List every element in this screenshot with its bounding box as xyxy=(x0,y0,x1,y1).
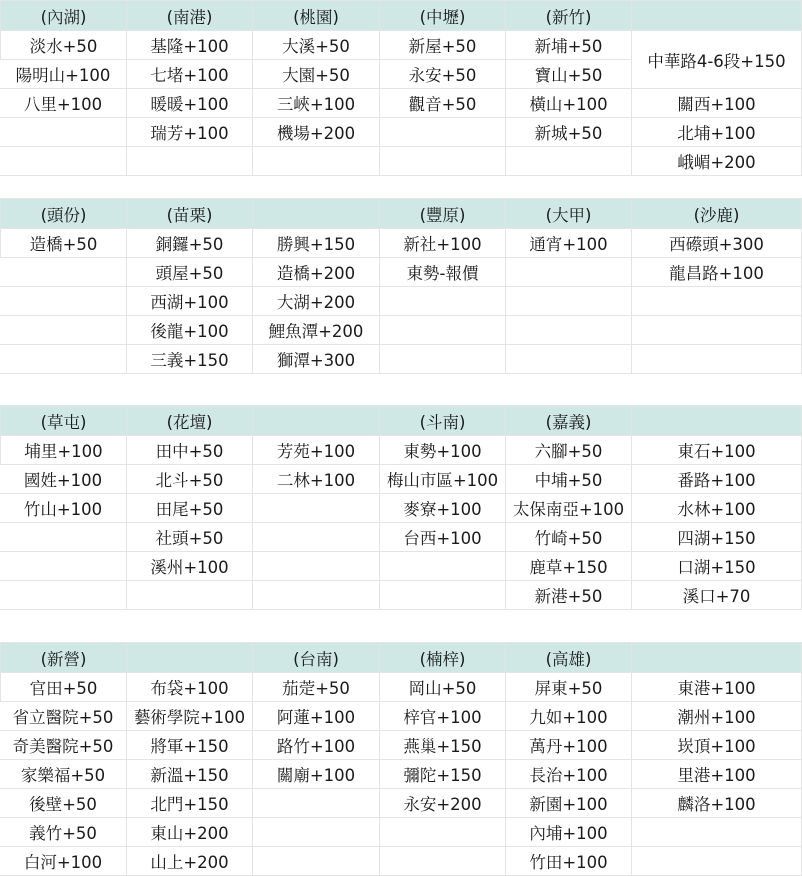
table-cell xyxy=(632,818,802,847)
table-cell: 阿蓮+100 xyxy=(253,702,380,731)
table-cell: 麟洛+100 xyxy=(632,789,802,818)
table-cell: 八里+100 xyxy=(0,89,127,118)
table-cell: 台西+100 xyxy=(380,523,506,552)
table-cell: 梅山市區+100 xyxy=(380,465,506,494)
table-cell xyxy=(253,494,380,523)
table-cell: 官田+50 xyxy=(0,673,127,702)
table-cell: 新園+100 xyxy=(506,789,632,818)
table-cell: 芳苑+100 xyxy=(253,436,380,465)
table-cell: 東港+100 xyxy=(632,673,802,702)
table-cell: 藝術學院+100 xyxy=(127,702,253,731)
region-header: (台南) xyxy=(253,643,380,673)
table-cell: 通宵+100 xyxy=(506,229,632,258)
table-cell: 獅潭+300 xyxy=(253,345,380,374)
table-cell: 三峽+100 xyxy=(253,89,380,118)
table-cell xyxy=(380,581,506,610)
table-cell xyxy=(253,523,380,552)
region-header: (豐原) xyxy=(380,199,506,229)
table-cell xyxy=(0,147,127,176)
region-header xyxy=(632,406,802,436)
table-cell xyxy=(253,789,380,818)
table-cell: 奇美醫院+50 xyxy=(0,731,127,760)
table-cell: 新社+100 xyxy=(380,229,506,258)
table-cell xyxy=(506,147,632,176)
table-cell xyxy=(506,258,632,287)
table-cell xyxy=(380,287,506,316)
region-header: (新營) xyxy=(0,643,127,673)
table-cell: 瑞芳+100 xyxy=(127,118,253,147)
table-cell: 東山+200 xyxy=(127,818,253,847)
table-cell xyxy=(380,316,506,345)
table-cell xyxy=(0,552,127,581)
table-cell xyxy=(253,147,380,176)
region-header: (嘉義) xyxy=(506,406,632,436)
table-cell: 大園+50 xyxy=(253,60,380,89)
rate-table-2 xyxy=(0,198,802,374)
region-header xyxy=(253,199,380,229)
table-cell: 北埔+100 xyxy=(632,118,802,147)
table-cell: 六腳+50 xyxy=(506,436,632,465)
table-cell: 口湖+150 xyxy=(632,552,802,581)
table-cell: 埔里+100 xyxy=(0,436,127,465)
region-header: (頭份) xyxy=(0,199,127,229)
table-cell xyxy=(253,847,380,876)
table-cell: 太保南亞+100 xyxy=(506,494,632,523)
region-header: (草屯) xyxy=(0,406,127,436)
table-cell: 潮州+100 xyxy=(632,702,802,731)
table-cell: 永安+50 xyxy=(380,60,506,89)
table-cell: 機場+200 xyxy=(253,118,380,147)
table-cell: 四湖+150 xyxy=(632,523,802,552)
region-header: (大甲) xyxy=(506,199,632,229)
table-cell xyxy=(253,818,380,847)
table-cell: 頭屋+50 xyxy=(127,258,253,287)
table-cell: 關西+100 xyxy=(632,89,802,118)
table-cell: 鯉魚潭+200 xyxy=(253,316,380,345)
table-cell xyxy=(127,147,253,176)
table-cell xyxy=(506,287,632,316)
table-cell: 竹崎+50 xyxy=(506,523,632,552)
region-header: (楠梓) xyxy=(380,643,506,673)
table-cell xyxy=(0,581,127,610)
table-cell: 社頭+50 xyxy=(127,523,253,552)
table-cell: 淡水+50 xyxy=(0,31,127,60)
region-header: (沙鹿) xyxy=(632,199,802,229)
table-cell: 西礤頭+300 xyxy=(632,229,802,258)
table-cell xyxy=(0,287,127,316)
table-cell xyxy=(380,847,506,876)
table-cell: 山上+200 xyxy=(127,847,253,876)
table-cell: 里港+100 xyxy=(632,760,802,789)
table-cell: 北斗+50 xyxy=(127,465,253,494)
table-cell: 暖暖+100 xyxy=(127,89,253,118)
rate-table-1 xyxy=(0,0,802,176)
table-cell: 中華路4-6段+150 xyxy=(632,31,802,89)
table-cell: 三義+150 xyxy=(127,345,253,374)
table-cell xyxy=(506,345,632,374)
region-header: (花壇) xyxy=(127,406,253,436)
table-cell: 北門+150 xyxy=(127,789,253,818)
table-cell: 竹田+100 xyxy=(506,847,632,876)
table-cell: 橫山+100 xyxy=(506,89,632,118)
table-cell: 寶山+50 xyxy=(506,60,632,89)
table-cell: 銅鑼+50 xyxy=(127,229,253,258)
table-cell: 內埔+100 xyxy=(506,818,632,847)
region-header: (高雄) xyxy=(506,643,632,673)
table-cell: 番路+100 xyxy=(632,465,802,494)
table-cell: 七堵+100 xyxy=(127,60,253,89)
region-header: (中壢) xyxy=(380,1,506,31)
table-cell: 大湖+200 xyxy=(253,287,380,316)
table-cell: 永安+200 xyxy=(380,789,506,818)
table-cell: 義竹+50 xyxy=(0,818,127,847)
table-header-row xyxy=(0,643,802,673)
region-header xyxy=(632,1,802,31)
table-cell: 彌陀+150 xyxy=(380,760,506,789)
table-cell xyxy=(632,847,802,876)
table-cell xyxy=(0,523,127,552)
table-cell: 二林+100 xyxy=(253,465,380,494)
table-cell: 新埔+50 xyxy=(506,31,632,60)
table-cell: 大溪+50 xyxy=(253,31,380,60)
table-cell: 崁頂+100 xyxy=(632,731,802,760)
table-body xyxy=(0,31,802,176)
table-cell: 長治+100 xyxy=(506,760,632,789)
table-cell: 路竹+100 xyxy=(253,731,380,760)
table-cell xyxy=(380,818,506,847)
table-cell: 關廟+100 xyxy=(253,760,380,789)
table-cell: 竹山+100 xyxy=(0,494,127,523)
table-cell: 新城+50 xyxy=(506,118,632,147)
table-cell: 岡山+50 xyxy=(380,673,506,702)
table-cell: 家樂福+50 xyxy=(0,760,127,789)
table-cell: 水林+100 xyxy=(632,494,802,523)
table-cell xyxy=(380,345,506,374)
table-cell: 省立醫院+50 xyxy=(0,702,127,731)
table-cell: 田尾+50 xyxy=(127,494,253,523)
table-cell: 東石+100 xyxy=(632,436,802,465)
table-cell xyxy=(632,345,802,374)
region-header: (南港) xyxy=(127,1,253,31)
table-cell: 九如+100 xyxy=(506,702,632,731)
region-header xyxy=(632,643,802,673)
table-cell: 麥寮+100 xyxy=(380,494,506,523)
table-cell: 將軍+150 xyxy=(127,731,253,760)
table-cell xyxy=(0,345,127,374)
table-cell: 觀音+50 xyxy=(380,89,506,118)
table-header-row xyxy=(0,406,802,436)
table-cell: 東勢-報價 xyxy=(380,258,506,287)
table-cell xyxy=(127,581,253,610)
table-cell: 布袋+100 xyxy=(127,673,253,702)
table-cell: 梓官+100 xyxy=(380,702,506,731)
table-cell xyxy=(0,316,127,345)
table-cell: 屏東+50 xyxy=(506,673,632,702)
table-header-row xyxy=(0,199,802,229)
table-cell xyxy=(380,552,506,581)
table-cell: 燕巢+150 xyxy=(380,731,506,760)
table-cell xyxy=(380,147,506,176)
table-cell xyxy=(380,118,506,147)
table-cell: 溪州+100 xyxy=(127,552,253,581)
table-cell xyxy=(632,287,802,316)
table-cell xyxy=(253,552,380,581)
table-cell: 陽明山+100 xyxy=(0,60,127,89)
region-header xyxy=(253,406,380,436)
table-cell: 中埔+50 xyxy=(506,465,632,494)
rate-table-3 xyxy=(0,405,802,610)
table-cell: 勝興+150 xyxy=(253,229,380,258)
table-cell: 龍昌路+100 xyxy=(632,258,802,287)
table-cell: 基隆+100 xyxy=(127,31,253,60)
table-cell xyxy=(632,316,802,345)
table-cell: 西湖+100 xyxy=(127,287,253,316)
table-cell: 造橋+50 xyxy=(0,229,127,258)
table-cell xyxy=(506,316,632,345)
table-cell xyxy=(0,118,127,147)
table-cell xyxy=(0,258,127,287)
table-cell: 造橋+200 xyxy=(253,258,380,287)
region-header: (新竹) xyxy=(506,1,632,31)
region-header xyxy=(127,643,253,673)
table-cell: 後龍+100 xyxy=(127,316,253,345)
table-cell: 新溫+150 xyxy=(127,760,253,789)
table-cell: 新屋+50 xyxy=(380,31,506,60)
table-cell: 新港+50 xyxy=(506,581,632,610)
table-header-row xyxy=(0,1,802,31)
table-cell: 溪口+70 xyxy=(632,581,802,610)
table-cell: 萬丹+100 xyxy=(506,731,632,760)
table-cell: 白河+100 xyxy=(0,847,127,876)
table-cell: 田中+50 xyxy=(127,436,253,465)
table-cell: 東勢+100 xyxy=(380,436,506,465)
table-cell: 峨嵋+200 xyxy=(632,147,802,176)
region-header: (苗栗) xyxy=(127,199,253,229)
table-cell: 國姓+100 xyxy=(0,465,127,494)
rate-table-4 xyxy=(0,642,802,876)
table-cell xyxy=(253,581,380,610)
table-cell: 後壁+50 xyxy=(0,789,127,818)
table-cell: 鹿草+150 xyxy=(506,552,632,581)
table-cell: 茄萣+50 xyxy=(253,673,380,702)
table-body xyxy=(0,229,802,374)
region-header: (斗南) xyxy=(380,406,506,436)
region-header: (內湖) xyxy=(0,1,127,31)
table-body xyxy=(0,436,802,610)
region-header: (桃園) xyxy=(253,1,380,31)
table-body xyxy=(0,673,802,876)
